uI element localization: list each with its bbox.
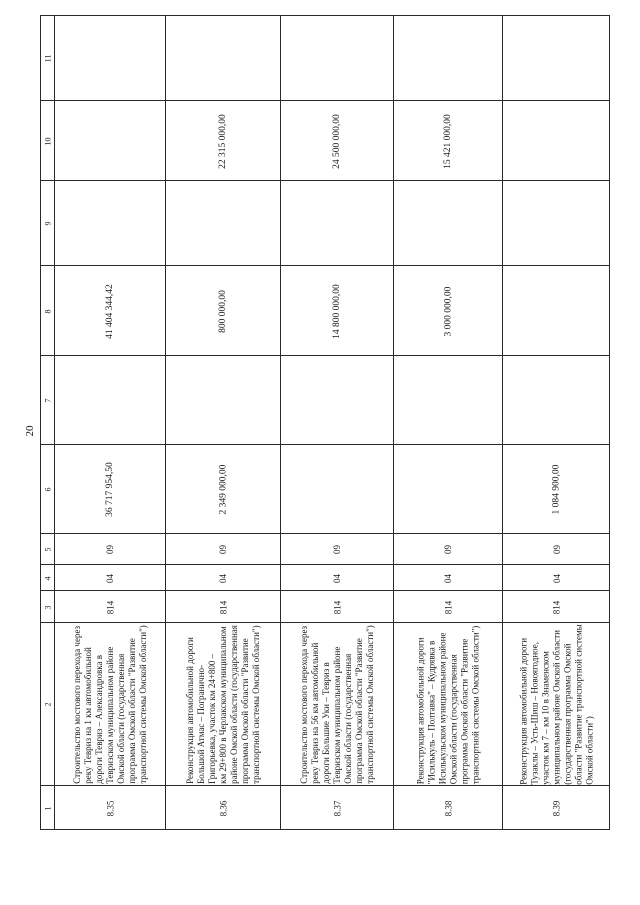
- amount-col-10-value: 24 500 000,00: [332, 113, 342, 169]
- amount-col-10: [503, 101, 611, 181]
- description-line: Омской области (государственная: [448, 653, 459, 784]
- column-number-label: 8: [43, 309, 53, 313]
- description-line: транспортной системы Омской области"): [365, 625, 376, 784]
- code-section: [503, 565, 611, 591]
- code-ministry: [394, 591, 503, 623]
- code-ministry-value: 814: [218, 600, 228, 614]
- page-number: 20: [24, 425, 36, 437]
- item-description: [55, 623, 166, 786]
- column-number: [41, 356, 55, 445]
- description-line: Тевризском муниципальном районе: [105, 646, 116, 784]
- description-line: муниципальном районе Омской области: [551, 630, 562, 785]
- amount-col-8: [55, 266, 166, 356]
- description-line: области "Развитие транспортной системы: [573, 624, 584, 785]
- amount-col-7: [394, 356, 503, 445]
- amount-col-9: [394, 181, 503, 266]
- description-line: транспортной системы Омской области"): [251, 625, 261, 784]
- amount-col-6-value: 1 084 900,00: [551, 464, 562, 515]
- amount-col-9: [503, 181, 611, 266]
- column-number: [41, 534, 55, 565]
- description-line: км 29+800 в Черлакском муниципальном: [218, 626, 228, 784]
- column-number-label: 10: [43, 137, 53, 145]
- code-subsection-value: 09: [218, 545, 228, 554]
- code-section: [166, 565, 281, 591]
- description-line: программа Омской области "Развитие: [459, 638, 470, 784]
- description-line: (государственная программа Омской: [562, 643, 573, 785]
- amount-col-9: [281, 181, 394, 266]
- amount-col-8: [394, 266, 503, 356]
- code-subsection: [281, 534, 394, 565]
- description-line: Тузаклы – Усть-Шиш – Новоягодное,: [529, 641, 540, 785]
- code-section-value: 04: [551, 573, 562, 583]
- description-line: участок км 7 – км 10 в Знаменском: [540, 651, 551, 785]
- description-line: Григорьевка, участок км 24+800 –: [207, 653, 217, 784]
- item-description: [394, 623, 503, 786]
- description-line: программа Омской области "Развитие: [127, 638, 138, 784]
- description-line: программа Омской области "Развитие: [240, 638, 250, 784]
- code-subsection-value: 09: [105, 545, 115, 554]
- column-number: [41, 101, 55, 181]
- amount-col-6-value: 2 349 000,00: [218, 464, 228, 515]
- code-section: [394, 565, 503, 591]
- amount-col-6: [281, 445, 394, 534]
- amount-col-10: [281, 101, 394, 181]
- column-number: [41, 623, 55, 786]
- code-subsection: [166, 534, 281, 565]
- item-number-value: 8.38: [443, 800, 453, 817]
- amount-col-9: [55, 181, 166, 266]
- code-ministry-value: 814: [551, 600, 562, 614]
- item-number: [503, 786, 611, 831]
- column-number-label: 4: [43, 576, 53, 580]
- description-line: Реконструкция автомобильной дороги: [518, 637, 529, 785]
- item-number: [281, 786, 394, 831]
- amount-col-6: [55, 445, 166, 534]
- description-line: Большой Атмас – Погранично-: [196, 665, 206, 784]
- item-number: [394, 786, 503, 831]
- code-section: [281, 565, 394, 591]
- amount-col-10: [55, 101, 166, 181]
- amount-col-11: [166, 16, 281, 101]
- amount-col-6: [503, 445, 611, 534]
- description-line: реку Тевриз на 1 км автомобильной: [83, 647, 94, 784]
- code-ministry: [55, 591, 166, 623]
- description-line: Строительство мостового перехода через: [299, 625, 310, 784]
- code-ministry: [281, 591, 394, 623]
- description-line: дороги Большие Уки – Тевриз в: [321, 662, 332, 784]
- column-number-label: 6: [43, 487, 53, 492]
- column-number: [41, 565, 55, 591]
- code-ministry: [166, 591, 281, 623]
- item-number: [55, 786, 166, 831]
- description-line: "Исилькуль – Полтавка" – Кудрявка в: [426, 640, 437, 784]
- amount-col-7: [55, 356, 166, 445]
- description-line: транспортной системы Омской области"): [470, 625, 481, 784]
- column-number: [41, 266, 55, 356]
- code-ministry: [503, 591, 611, 623]
- description-line: Реконструкция автомобильной дороги: [185, 637, 195, 784]
- description-line: программа Омской области "Развитие: [354, 638, 365, 784]
- amount-col-11: [281, 16, 394, 101]
- item-number-value: 8.37: [332, 800, 342, 817]
- column-number-label: 11: [43, 54, 53, 63]
- item-description: [166, 623, 281, 786]
- column-number-label: 1: [43, 806, 53, 811]
- amount-col-10-value: 22 315 000,00: [218, 113, 228, 169]
- amount-col-7: [281, 356, 394, 445]
- code-ministry-value: 814: [105, 600, 115, 614]
- column-number: [41, 181, 55, 266]
- code-subsection: [394, 534, 503, 565]
- item-description: [281, 623, 394, 786]
- description-line: реку Тевриз на 56 км автомобильной: [310, 642, 321, 784]
- description-line: Омской области (государственная: [116, 653, 127, 784]
- item-number: [166, 786, 281, 831]
- column-number-label: 3: [43, 605, 53, 609]
- amount-col-8: [503, 266, 611, 356]
- amount-col-8-value: 41 404 344,42: [105, 283, 115, 339]
- amount-col-9: [166, 181, 281, 266]
- amount-col-10: [166, 101, 281, 181]
- column-number: [41, 786, 55, 831]
- code-subsection: [503, 534, 611, 565]
- description-line: Омской области (государственная: [343, 653, 354, 784]
- code-section-value: 04: [443, 573, 453, 583]
- column-number: [41, 591, 55, 623]
- amount-col-6: [166, 445, 281, 534]
- code-subsection-value: 09: [443, 545, 453, 554]
- amount-col-8: [281, 266, 394, 356]
- code-section-value: 04: [218, 573, 228, 583]
- description-line: Омской области"): [584, 716, 595, 785]
- code-ministry-value: 814: [443, 600, 453, 614]
- amount-col-6: [394, 445, 503, 534]
- code-section: [55, 565, 166, 591]
- description-line: Реконструкция автомобильной дороги: [415, 637, 426, 784]
- description-line: Тевризском муниципальном районе: [332, 646, 343, 784]
- code-subsection-value: 09: [332, 545, 342, 554]
- budget-table: [40, 15, 610, 830]
- description-line: Строительство мостового перехода через: [72, 625, 83, 784]
- description-line: Исилькульском муниципальном районе: [437, 632, 448, 784]
- code-subsection-value: 09: [551, 545, 562, 554]
- code-subsection: [55, 534, 166, 565]
- code-section-value: 04: [105, 573, 115, 583]
- amount-col-7: [503, 356, 611, 445]
- item-description: [503, 623, 611, 786]
- column-number-label: 7: [43, 398, 53, 403]
- column-number-label: 2: [43, 702, 53, 707]
- column-number-label: 5: [43, 547, 53, 552]
- item-number-value: 8.39: [551, 800, 562, 817]
- code-ministry-value: 814: [332, 600, 342, 614]
- description-line: дороги Тевриз – Александровка в: [94, 655, 105, 784]
- amount-col-7: [166, 356, 281, 445]
- item-number-value: 8.36: [218, 800, 228, 817]
- amount-col-6-value: 36 717 954,50: [105, 462, 115, 517]
- item-number-value: 8.35: [105, 800, 115, 817]
- amount-col-8-value: 800 000,00: [218, 289, 228, 333]
- column-number: [41, 16, 55, 101]
- amount-col-11: [55, 16, 166, 101]
- amount-col-11: [503, 16, 611, 101]
- amount-col-8: [166, 266, 281, 356]
- code-section-value: 04: [332, 573, 342, 583]
- amount-col-11: [394, 16, 503, 101]
- amount-col-10-value: 15 421 000,00: [443, 113, 453, 169]
- amount-col-10: [394, 101, 503, 181]
- description-line: районе Омской области (государственная: [229, 625, 239, 784]
- column-number: [41, 445, 55, 534]
- column-number-label: 9: [43, 221, 53, 226]
- amount-col-8-value: 3 000 000,00: [443, 286, 453, 336]
- amount-col-8-value: 14 800 000,00: [332, 283, 342, 339]
- description-line: транспортной системы Омской области"): [138, 625, 149, 784]
